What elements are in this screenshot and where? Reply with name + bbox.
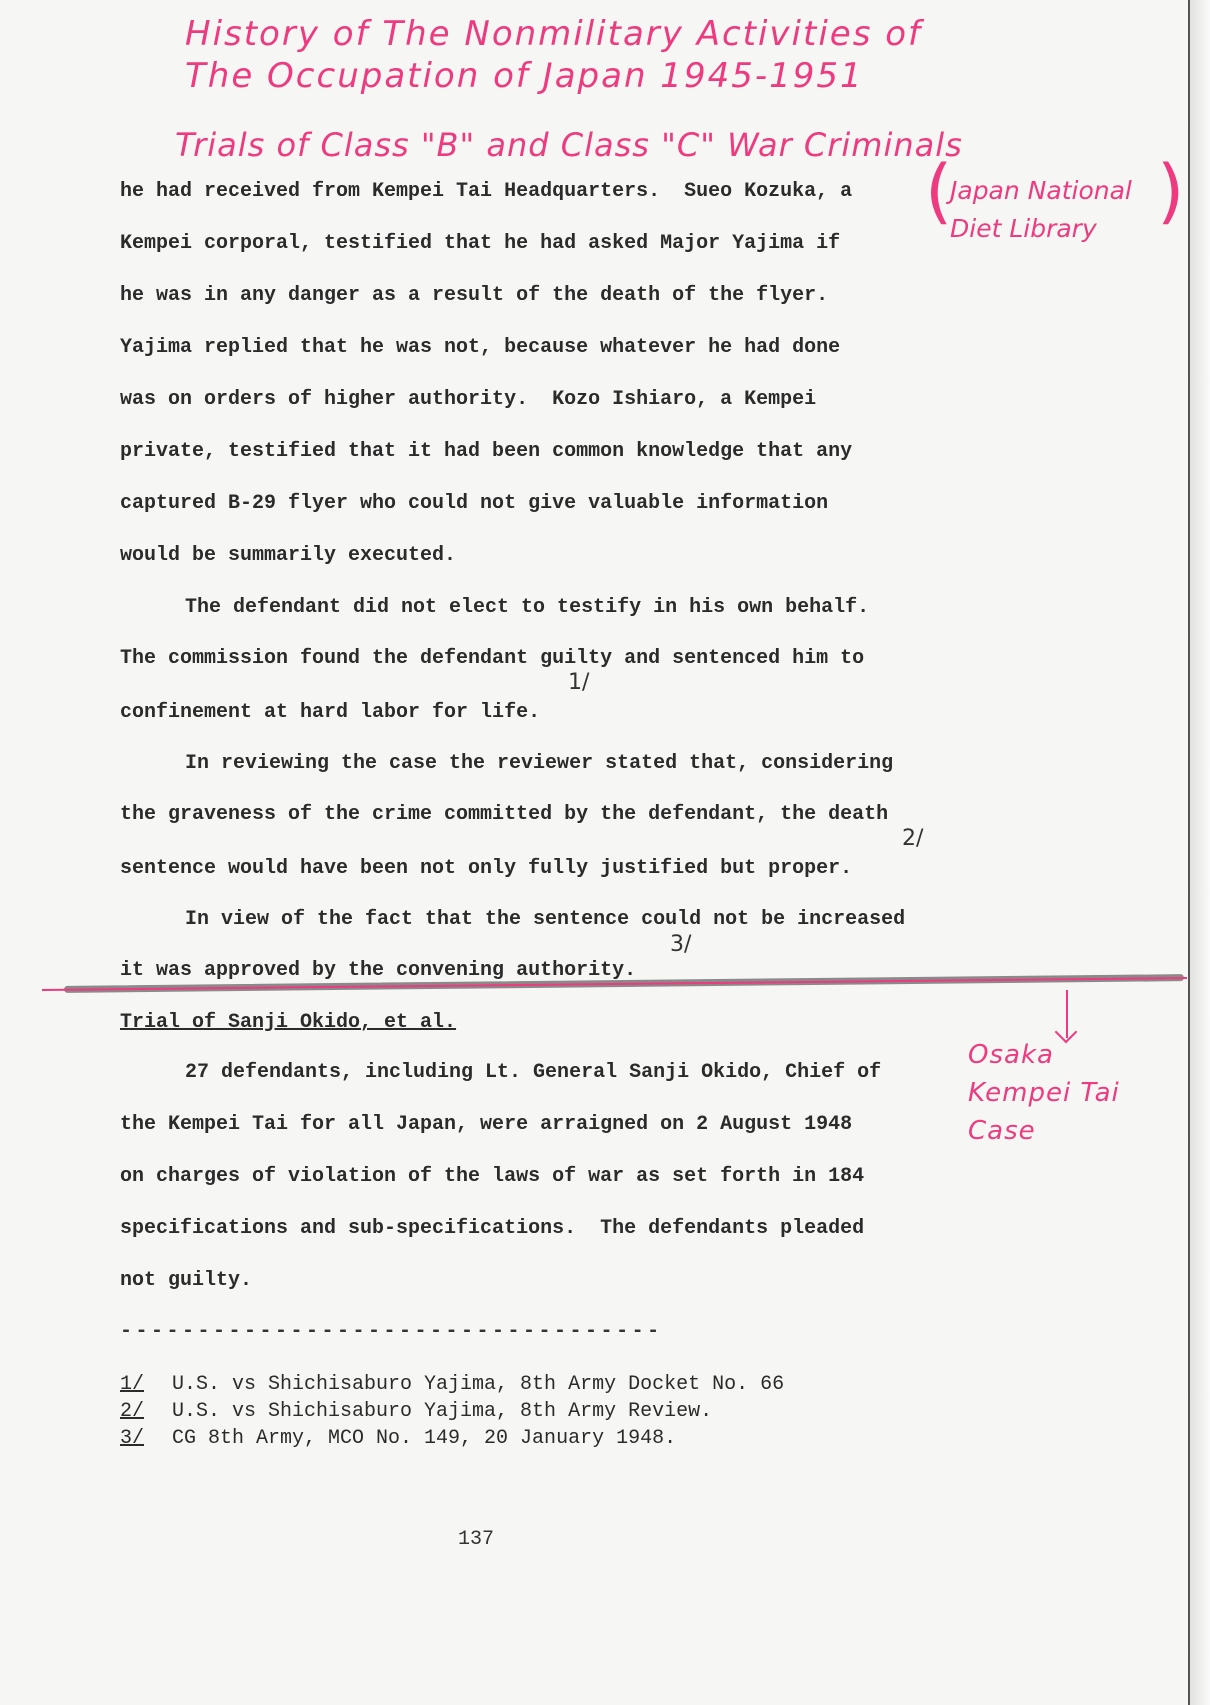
body-line: specifications and sub-specifications. The defendants pleaded [120, 1217, 865, 1240]
case-note [968, 1036, 1120, 1150]
section-heading: Trial of Sanji Okido, et al. [120, 1011, 457, 1034]
page-number: 137 [458, 1528, 495, 1551]
bracket-left-icon: ( [925, 150, 953, 232]
footnote-ref: 3/ [670, 932, 692, 957]
body-line: confinement at hard labor for life. [120, 701, 541, 724]
body-line: The commission found the defendant guilty and sentenced him to [120, 647, 865, 670]
body-line: not guilty. [120, 1269, 253, 1292]
body-line: it was approved by the convening authority. [120, 959, 637, 982]
handwritten-title-line1: History of The Nonmilitary Activities of [185, 14, 922, 54]
source-note [950, 172, 1132, 248]
body-line: he was in any danger as a result of the death of the flyer. [120, 284, 829, 307]
footnote-text: U.S. vs Shichisaburo Yajima, 8th Army Docket No. 66 [172, 1373, 785, 1396]
body-line: private, testified that it had been common knowledge that any [120, 440, 853, 463]
case-note-line: Osaka [968, 1040, 1054, 1070]
body-line: he had received from Kempei Tai Headquarters. Sueo Kozuka, a [120, 180, 853, 203]
body-line: would be summarily executed. [120, 544, 457, 567]
footnote-item [120, 1373, 784, 1396]
body-line: the Kempei Tai for all Japan, were arraigned on 2 August 1948 [120, 1113, 853, 1136]
case-note-line: Case [968, 1116, 1036, 1146]
footnote-separator: ----------------------------------- [120, 1320, 663, 1343]
handwritten-title-line3: Trials of Class "B" and Class "C" War Criminals [175, 126, 963, 164]
body-line: was on orders of higher authority. Kozo Ishiaro, a Kempei [120, 388, 817, 411]
footnote-number: 3/ [120, 1427, 145, 1450]
page-shadow [1190, 0, 1210, 1705]
body-line: Yajima replied that he was not, because whatever he had done [120, 336, 841, 359]
body-line: In reviewing the case the reviewer stated that, considering [185, 752, 894, 775]
body-line: the graveness of the crime committed by the defendant, the death [120, 803, 889, 826]
footnote-ref: 1/ [568, 670, 590, 695]
footnote-item [120, 1427, 676, 1450]
source-note-line: Japan National [950, 176, 1132, 205]
footnote-text: U.S. vs Shichisaburo Yajima, 8th Army Review. [172, 1400, 713, 1423]
body-line: The defendant did not elect to testify in his own behalf. [185, 596, 870, 619]
bracket-right-icon: ) [1157, 150, 1185, 232]
footnote-item [120, 1400, 712, 1423]
footnote-ref: 2/ [902, 826, 924, 851]
footnote-text: CG 8th Army, MCO No. 149, 20 January 1948. [172, 1427, 677, 1450]
body-line: on charges of violation of the laws of war as set forth in 184 [120, 1165, 865, 1188]
footnote-number: 2/ [120, 1400, 145, 1423]
body-line: 27 defendants, including Lt. General Sanji Okido, Chief of [185, 1061, 882, 1084]
page-edge [1188, 0, 1190, 1705]
source-note-line: Diet Library [950, 214, 1097, 243]
body-line: In view of the fact that the sentence could not be increased [185, 908, 906, 931]
body-line: Kempei corporal, testified that he had asked Major Yajima if [120, 232, 841, 255]
body-line: sentence would have been not only fully justified but proper. [120, 857, 853, 880]
body-line: captured B-29 flyer who could not give valuable information [120, 492, 829, 515]
footnote-number: 1/ [120, 1373, 145, 1396]
case-note-line: Kempei Tai [968, 1078, 1120, 1108]
handwritten-title-line2: The Occupation of Japan 1945-1951 [185, 56, 864, 96]
